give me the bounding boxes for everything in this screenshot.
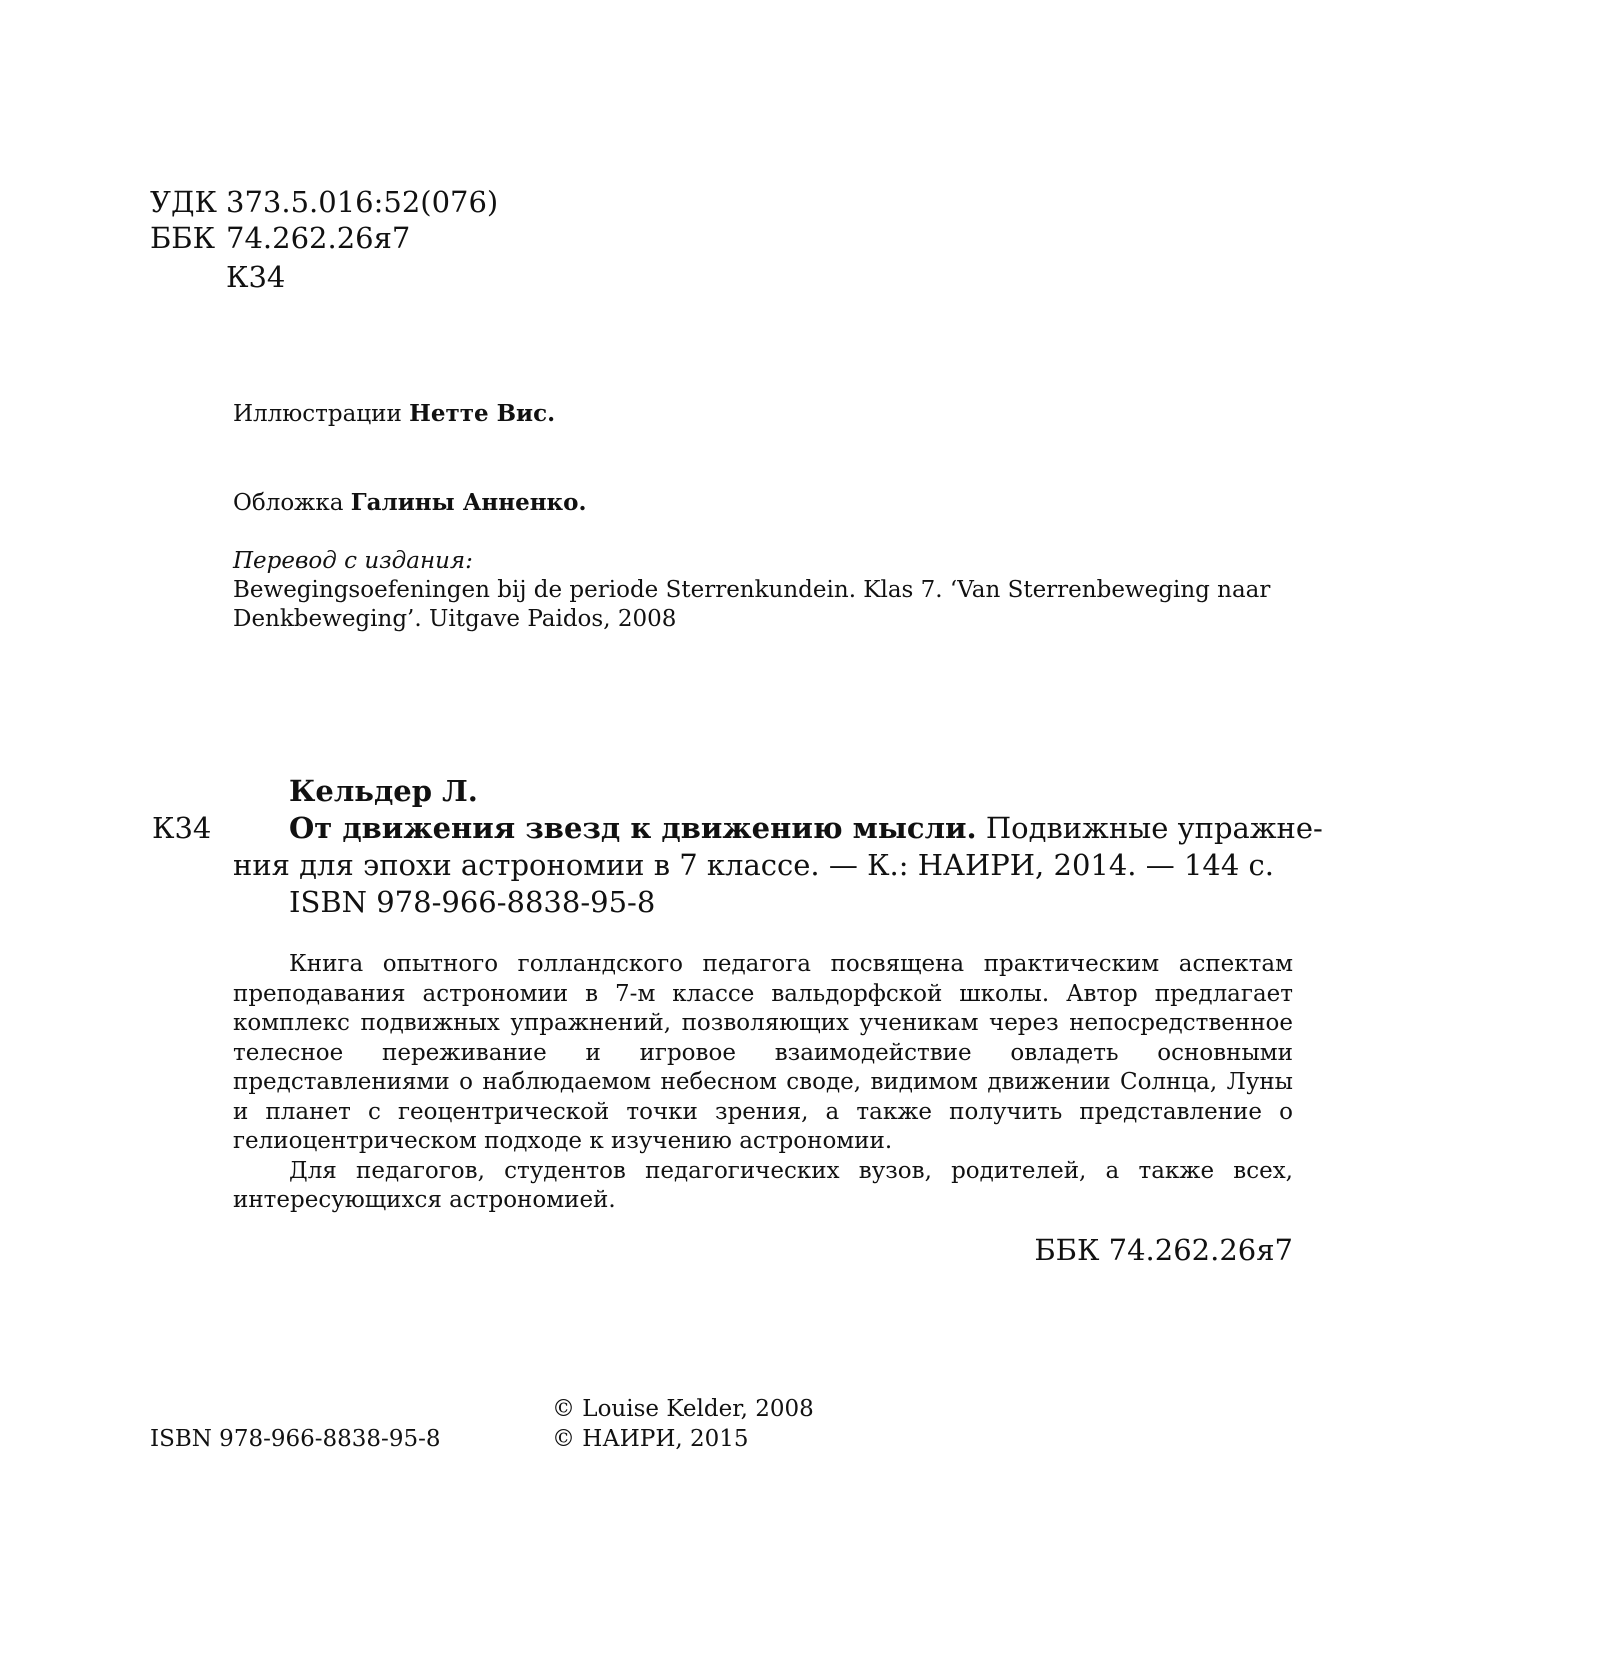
cover-credit <box>233 488 587 518</box>
bbk-line <box>150 220 410 256</box>
catalog-title-rest: Подвижные упражне- <box>985 811 1323 845</box>
annotation <box>233 950 1293 1216</box>
annotation-paragraph-2: Для педагогов, студентов педагогических вузов, родителей, а также всех, интересующихся астрономией. <box>233 1157 1293 1213</box>
cover-name: Галины Анненко. <box>350 489 587 516</box>
catalog-title-line2: ния для эпохи астрономии в 7 классе. — К.: НАИРИ, 2014. — 144 с. <box>233 848 1274 882</box>
copyright-author: © Louise Kelder, 2008 <box>552 1396 814 1422</box>
udk-value: 373.5.016:52(076) <box>226 185 499 219</box>
translation-heading: Перевод с издания: <box>233 548 473 574</box>
catalog-isbn: ISBN 978-966-8838-95-8 <box>289 885 656 919</box>
imprint-isbn: ISBN 978-966-8838-95-8 <box>150 1426 441 1452</box>
copyright-publisher: © НАИРИ, 2015 <box>552 1426 749 1452</box>
udk-line <box>150 184 498 220</box>
illustrations-credit <box>233 399 555 429</box>
catalog-author: Кельдер Л. <box>289 774 478 808</box>
bbk-label: ББК <box>150 221 216 255</box>
annotation-paragraph-1: Книга опытного голландского педагога посвящена практическим аспектам преподавания астрономии в 7-м классе вальдорфской школы. Автор предлагает комплекс подвижных упражнений, позволяющих ученикам через непосредственное телесное переживание и игровое взаимодействие овладеть основными представлениями о наблюдаемом небесном своде, видимом движении Солнца, Луны и планет с геоцентрической точки зрения, а также получить представление о гелиоцентрическом подходе к изучению астрономии. <box>233 951 1293 1154</box>
bbk-footer: ББК 74.262.26я7 <box>1034 1233 1293 1267</box>
original-title-line2: Denkbeweging’. Uitgave Paidos, 2008 <box>233 606 677 632</box>
catalog-title-line1 <box>289 810 1323 846</box>
bbk-value: 74.262.26я7 <box>226 221 411 255</box>
cover-prefix: Обложка <box>233 490 344 516</box>
catalog-side-mark: К34 <box>152 811 212 845</box>
illustrations-name: Нетте Вис. <box>409 400 556 427</box>
illustrations-prefix: Иллюстрации <box>233 401 402 427</box>
catalog-title-bold: От движения звезд к движению мысли. <box>289 811 977 845</box>
original-title-line1: Bewegingsoefeningen bij de periode Sterrenkundein. Klas 7. ‘Van Sterrenbeweging naar <box>233 577 1271 603</box>
udk-label: УДК <box>150 185 217 219</box>
author-mark: К34 <box>226 260 286 294</box>
